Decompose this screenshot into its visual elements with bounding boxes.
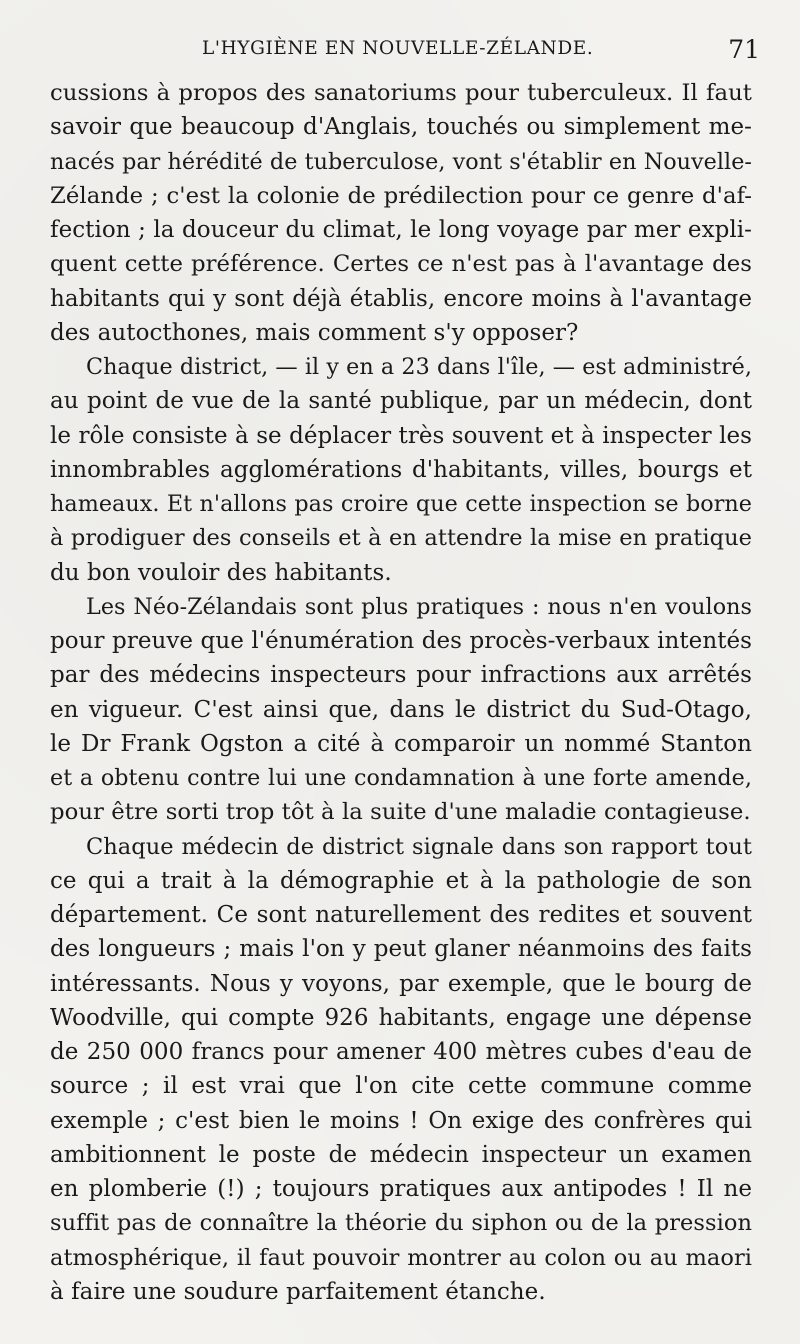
text-line: nacés par hérédité de tuberculose, vont s'établir en Nouvelle-	[50, 148, 752, 175]
text-line: fection ; la douceur du climat, le long voyage par mer expli-	[50, 217, 752, 243]
text-line: par des médecins inspecteurs pour infractions aux arrêtés	[50, 662, 752, 689]
text-line: ce qui a trait à la démographie et à la pathologie de son	[50, 867, 752, 894]
text-line: innombrables agglomérations d'habitants, villes, bourgs et	[50, 456, 752, 483]
text-line: Les Néo-Zélandais sont plus pratiques : nous n'en voulons	[86, 593, 752, 620]
text-line: en plomberie (!) ; toujours pratiques aux antipodes ! Il ne	[50, 1176, 752, 1202]
text-line: ambitionnent le poste de médecin inspecteur un examen	[50, 1141, 752, 1168]
text-line: quent cette préférence. Certes ce n'est pas à l'avantage des	[50, 251, 752, 278]
text-line: à faire une soudure parfaitement étanche.	[50, 1278, 546, 1305]
text-line: le rôle consiste à se déplacer très souvent et à inspecter les	[50, 422, 752, 449]
text-line: habitants qui y sont déjà établis, encore moins à l'avantage	[50, 285, 752, 312]
text-line: des autocthones, mais comment s'y opposer?	[50, 319, 579, 346]
text-line: du bon vouloir des habitants.	[50, 559, 392, 586]
text-line: le Dr Frank Ogston a cité à comparoir un nommé Stanton	[50, 730, 752, 757]
text-line: des longueurs ; mais l'on y peut glaner néanmoins des faits	[50, 936, 752, 963]
text-line: intéressants. Nous y voyons, par exemple, que le bourg de	[50, 970, 752, 997]
page-number: 71	[728, 35, 760, 64]
text-line: savoir que beaucoup d'Anglais, touchés ou simplement me-	[50, 114, 752, 141]
text-line: pour être sorti trop tôt à la suite d'une maladie contagieuse.	[50, 799, 751, 826]
text-line: Chaque médecin de district signale dans son rapport tout	[86, 833, 752, 860]
text-line: atmosphérique, il faut pouvoir montrer au colon ou au maori	[50, 1244, 752, 1271]
text-line: au point de vue de la santé publique, par un médecin, dont	[50, 388, 752, 415]
text-line: Zélande ; c'est la colonie de prédilection pour ce genre d'af-	[50, 182, 752, 209]
text-line: de 250 000 francs pour amener 400 mètres cubes d'eau de	[50, 1039, 752, 1065]
text-line: et a obtenu contre lui une condamnation à une forte amende,	[50, 765, 752, 791]
text-line: exemple ; c'est bien le moins ! On exige des confrères qui	[50, 1107, 752, 1134]
text-line: département. Ce sont naturellement des redites et souvent	[50, 902, 752, 928]
text-line: à prodiguer des conseils et à en attendre la mise en pratique	[50, 525, 752, 552]
running-title: L'HYGIÈNE EN NOUVELLE-ZÉLANDE.	[202, 38, 594, 59]
text-line: en vigueur. C'est ainsi que, dans le district du Sud-Otago,	[50, 696, 752, 723]
text-line: source ; il est vrai que l'on cite cette commune comme	[50, 1073, 752, 1100]
text-line: hameaux. Et n'allons pas croire que cette inspection se borne	[50, 491, 752, 517]
text-line: Chaque district, — il y en a 23 dans l'île, — est administré,	[86, 354, 752, 380]
text-line: Woodville, qui compte 926 habitants, engage une dépense	[50, 1004, 752, 1031]
text-line: cussions à propos des sanatoriums pour tuberculeux. Il faut	[50, 80, 752, 106]
page-header	[52, 35, 760, 68]
text-line: suffit pas de connaître la théorie du siphon ou de la pression	[50, 1210, 752, 1237]
text-line: pour preuve que l'énumération des procès-verbaux intentés	[50, 628, 752, 654]
body-text	[50, 76, 752, 1309]
